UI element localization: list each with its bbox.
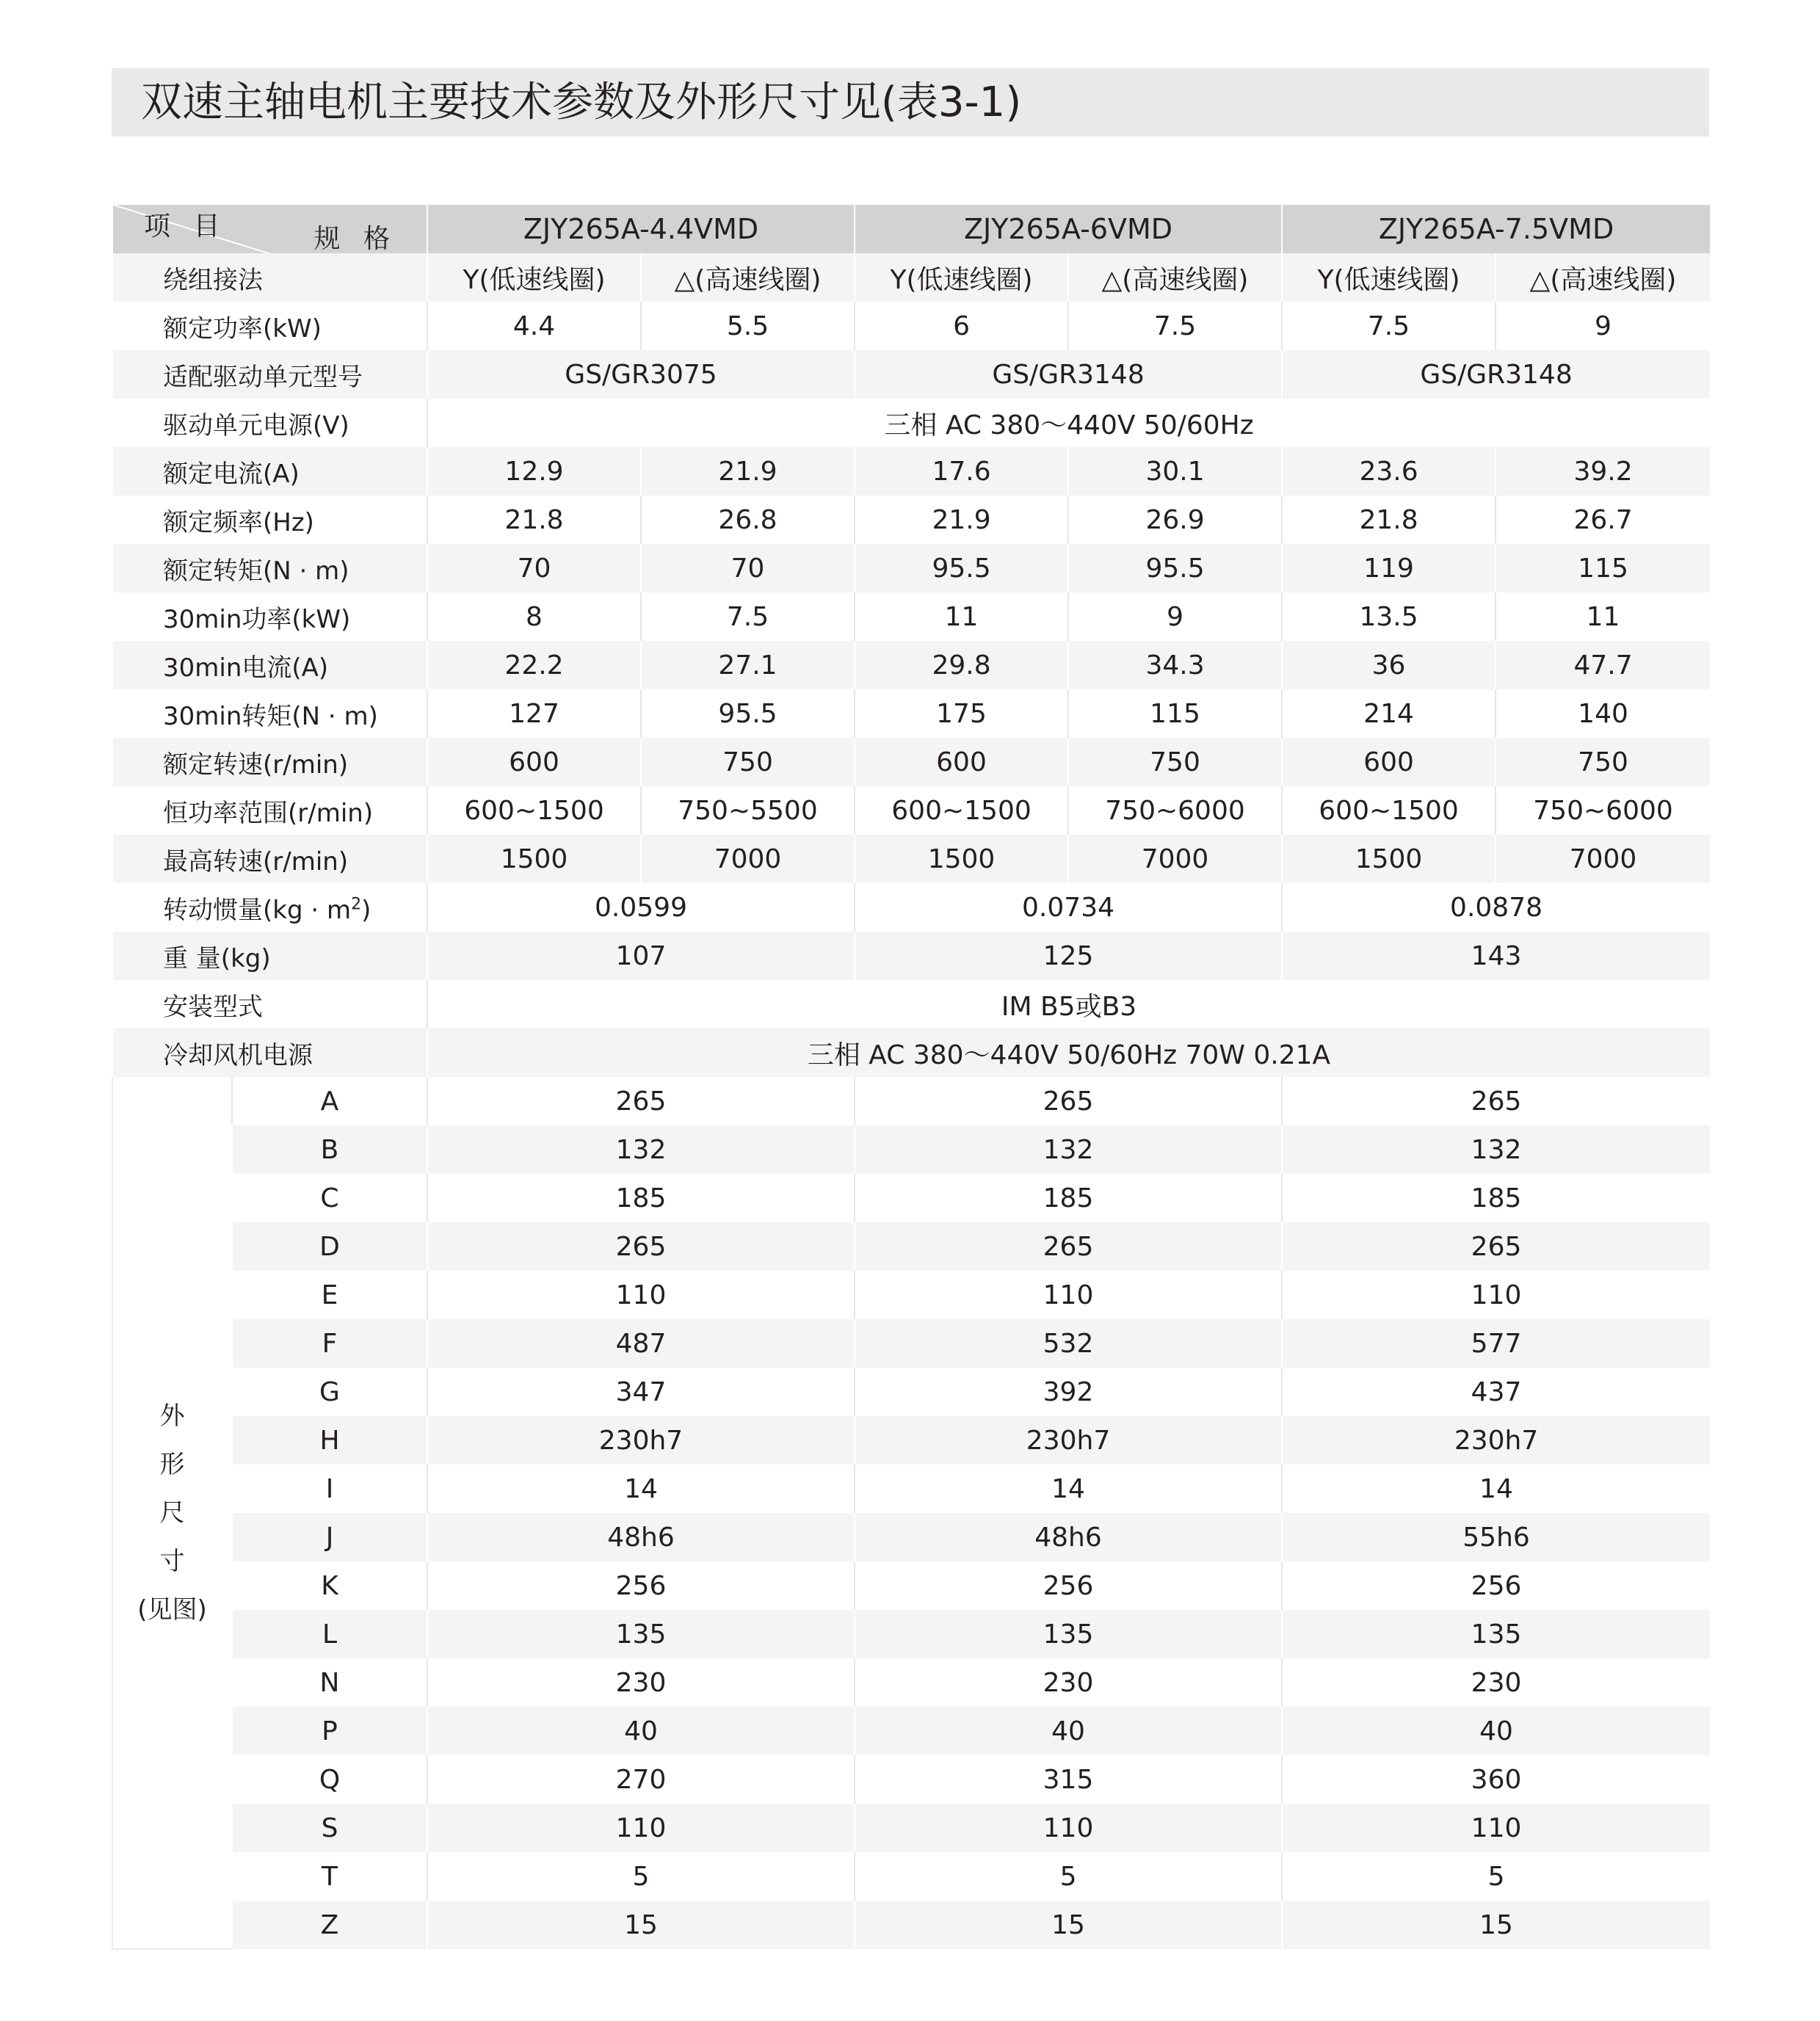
value-cell: 230h7 (1282, 1416, 1710, 1465)
table-row (112, 738, 1710, 786)
row-label: 30min电流(A) (112, 641, 427, 689)
value-cell: Y(低速线圈) (1282, 253, 1495, 302)
value-cell: 40 (855, 1707, 1282, 1755)
value-cell: 40 (427, 1707, 855, 1755)
row-label: 30min功率(kW) (112, 592, 427, 641)
dimension-letter: C (232, 1174, 427, 1222)
value-cell: 185 (855, 1174, 1282, 1222)
row-label: 安装型式 (112, 980, 427, 1028)
value-cell: 392 (855, 1368, 1282, 1416)
value-cell: 12.9 (427, 447, 641, 496)
table-row (112, 496, 1710, 544)
value-cell: 256 (855, 1561, 1282, 1610)
value-cell: 34.3 (1068, 641, 1282, 689)
value-cell: 14 (1282, 1465, 1710, 1513)
table-row (112, 1028, 1710, 1077)
value-cell: 7.5 (1282, 302, 1495, 350)
dimension-letter: Q (232, 1755, 427, 1804)
table-row (112, 399, 1710, 447)
title-bar (112, 68, 1709, 137)
dimension-row (112, 1222, 1710, 1271)
dimension-letter: A (232, 1077, 427, 1125)
value-cell: 265 (855, 1077, 1282, 1125)
dimension-row (112, 1271, 1710, 1319)
value-cell: 110 (1282, 1271, 1710, 1319)
value-cell: 15 (1282, 1901, 1710, 1949)
header-row (112, 205, 1710, 253)
value-cell: 47.7 (1495, 641, 1710, 689)
value-cell: 270 (427, 1755, 855, 1804)
value-cell: 487 (427, 1319, 855, 1368)
value-cell: 750~6000 (1495, 786, 1710, 835)
spec-table (112, 205, 1710, 1950)
value-cell: 600~1500 (427, 786, 641, 835)
value-cell: 21.9 (641, 447, 855, 496)
table-row (112, 835, 1710, 883)
corner-spec-label: 规 格 (313, 224, 397, 253)
value-cell: 13.5 (1282, 592, 1495, 641)
dimension-label-char: 寸 (159, 1546, 185, 1576)
value-cell: 110 (855, 1804, 1282, 1852)
dimension-letter: L (232, 1610, 427, 1658)
value-cell: 265 (427, 1077, 855, 1125)
table-row (112, 253, 1710, 302)
row-label-text: 转动惯量(kg · m (163, 895, 352, 925)
value-cell: 95.5 (1068, 544, 1282, 592)
dimension-row (112, 1561, 1710, 1610)
dimension-row (112, 1658, 1710, 1707)
dimension-letter: S (232, 1804, 427, 1852)
value-cell: 5 (427, 1852, 855, 1901)
value-cell: 95.5 (641, 689, 855, 738)
value-cell: 532 (855, 1319, 1282, 1368)
value-cell: 360 (1282, 1755, 1710, 1804)
value-cell: 175 (855, 689, 1068, 738)
value-cell: IM B5或B3 (427, 980, 1710, 1028)
table-row (112, 447, 1710, 496)
value-cell: 21.8 (1282, 496, 1495, 544)
row-label: 额定功率(kW) (112, 302, 427, 350)
value-cell: 0.0878 (1282, 883, 1710, 932)
value-cell: 256 (427, 1561, 855, 1610)
value-cell: 0.0734 (855, 883, 1282, 932)
value-cell: 95.5 (855, 544, 1068, 592)
value-cell: 107 (427, 932, 855, 980)
dimension-letter: N (232, 1658, 427, 1707)
dimension-row (112, 1368, 1710, 1416)
table-row (112, 544, 1710, 592)
dimension-row (112, 1804, 1710, 1852)
value-cell: 8 (427, 592, 641, 641)
value-cell: 36 (1282, 641, 1495, 689)
dimension-label-char: (见图) (137, 1594, 207, 1625)
dimension-letter: F (232, 1319, 427, 1368)
value-cell: 600 (1282, 738, 1495, 786)
corner-item-label: 项 目 (144, 211, 228, 242)
value-cell: 119 (1282, 544, 1495, 592)
value-cell: 55h6 (1282, 1513, 1710, 1561)
dimension-letter: D (232, 1222, 427, 1271)
table-row (112, 980, 1710, 1028)
value-cell: 315 (855, 1755, 1282, 1804)
value-cell: △(高速线圈) (1495, 253, 1710, 302)
value-cell: 7.5 (641, 592, 855, 641)
table-row (112, 350, 1710, 399)
value-cell: 9 (1068, 592, 1282, 641)
value-cell: 750 (1495, 738, 1710, 786)
value-cell: 115 (1068, 689, 1282, 738)
row-label: 驱动单元电源(V) (112, 399, 427, 447)
dimension-row (112, 1513, 1710, 1561)
model-header: ZJY265A-7.5VMD (1282, 205, 1710, 253)
table-row (112, 883, 1710, 932)
row-label: 额定转矩(N · m) (112, 544, 427, 592)
model-header: ZJY265A-4.4VMD (427, 205, 855, 253)
value-cell: GS/GR3148 (1282, 350, 1710, 399)
dimension-letter: J (232, 1513, 427, 1561)
value-cell: 22.2 (427, 641, 641, 689)
value-cell: 9 (1495, 302, 1710, 350)
value-cell: △(高速线圈) (641, 253, 855, 302)
value-cell: 143 (1282, 932, 1710, 980)
value-cell: 39.2 (1495, 447, 1710, 496)
dimension-letter: P (232, 1707, 427, 1755)
value-cell: 132 (855, 1125, 1282, 1174)
value-cell: 230 (855, 1658, 1282, 1707)
value-cell: 15 (427, 1901, 855, 1949)
row-label: 30min转矩(N · m) (112, 689, 427, 738)
value-cell: 7000 (1495, 835, 1710, 883)
value-cell: 21.9 (855, 496, 1068, 544)
dimension-letter: I (232, 1465, 427, 1513)
row-label-text-end: ) (361, 895, 371, 925)
dimension-letter: E (232, 1271, 427, 1319)
dimension-label-char: 形 (159, 1449, 185, 1479)
dimension-letter: B (232, 1125, 427, 1174)
value-cell: 30.1 (1068, 447, 1282, 496)
row-label-superscript: 2 (351, 895, 362, 914)
value-cell: 17.6 (855, 447, 1068, 496)
value-cell: 26.9 (1068, 496, 1282, 544)
page-title: 双速主轴电机主要技术参数及外形尺寸见(表3-1) (141, 79, 1022, 126)
value-cell: 185 (1282, 1174, 1710, 1222)
value-cell: 230 (427, 1658, 855, 1707)
value-cell: 7000 (641, 835, 855, 883)
value-cell: 4.4 (427, 302, 641, 350)
value-cell: 600~1500 (1282, 786, 1495, 835)
dimension-label-char: 尺 (159, 1498, 185, 1528)
row-label: 冷却风机电源 (112, 1028, 427, 1077)
value-cell: 1500 (855, 835, 1068, 883)
value-cell: 125 (855, 932, 1282, 980)
dimension-letter: Z (232, 1901, 427, 1949)
dimension-letter: T (232, 1852, 427, 1901)
dimension-row (112, 1125, 1710, 1174)
value-cell: 48h6 (427, 1513, 855, 1561)
value-cell: 11 (855, 592, 1068, 641)
value-cell: 29.8 (855, 641, 1068, 689)
row-label: 额定电流(A) (112, 447, 427, 496)
value-cell: 750~6000 (1068, 786, 1282, 835)
value-cell: 750~5500 (641, 786, 855, 835)
table-row (112, 302, 1710, 350)
value-cell: 230h7 (855, 1416, 1282, 1465)
value-cell: 265 (855, 1222, 1282, 1271)
value-cell: 三相 AC 380～440V 50/60Hz 70W 0.21A (427, 1028, 1710, 1077)
value-cell: 27.1 (641, 641, 855, 689)
value-cell: 5 (1282, 1852, 1710, 1901)
value-cell: 185 (427, 1174, 855, 1222)
value-cell: Y(低速线圈) (855, 253, 1068, 302)
dimension-letter: H (232, 1416, 427, 1465)
value-cell: 115 (1495, 544, 1710, 592)
row-label: 额定频率(Hz) (112, 496, 427, 544)
dimension-letter: G (232, 1368, 427, 1416)
value-cell: 48h6 (855, 1513, 1282, 1561)
value-cell: 265 (1282, 1222, 1710, 1271)
value-cell: 110 (427, 1271, 855, 1319)
value-cell: 132 (427, 1125, 855, 1174)
value-cell: 265 (1282, 1077, 1710, 1125)
header-corner-cell (112, 205, 427, 253)
value-cell: 15 (855, 1901, 1282, 1949)
value-cell: 14 (855, 1465, 1282, 1513)
table-row (112, 786, 1710, 835)
value-cell: 135 (855, 1610, 1282, 1658)
value-cell: 256 (1282, 1561, 1710, 1610)
value-cell: 750 (1068, 738, 1282, 786)
value-cell: 110 (855, 1271, 1282, 1319)
dimension-letter: K (232, 1561, 427, 1610)
dimension-row (112, 1852, 1710, 1901)
value-cell: 26.8 (641, 496, 855, 544)
value-cell: 1500 (1282, 835, 1495, 883)
model-header: ZJY265A-6VMD (855, 205, 1282, 253)
value-cell: 135 (1282, 1610, 1710, 1658)
value-cell: 70 (427, 544, 641, 592)
value-cell: 14 (427, 1465, 855, 1513)
dimension-group-label (112, 1077, 232, 1949)
value-cell: 110 (1282, 1804, 1710, 1852)
value-cell: 5 (855, 1852, 1282, 1901)
value-cell: 70 (641, 544, 855, 592)
value-cell: 577 (1282, 1319, 1710, 1368)
value-cell: 11 (1495, 592, 1710, 641)
value-cell: 600~1500 (855, 786, 1068, 835)
value-cell: 347 (427, 1368, 855, 1416)
value-cell: 600 (855, 738, 1068, 786)
row-label: 恒功率范围(r/min) (112, 786, 427, 835)
value-cell: 230 (1282, 1658, 1710, 1707)
value-cell: 140 (1495, 689, 1710, 738)
dimension-row (112, 1416, 1710, 1465)
value-cell: 110 (427, 1804, 855, 1852)
value-cell: 265 (427, 1222, 855, 1271)
table-row (112, 641, 1710, 689)
dimension-row (112, 1319, 1710, 1368)
row-label: 最高转速(r/min) (112, 835, 427, 883)
dimension-label-char: 外 (159, 1401, 185, 1431)
value-cell: 40 (1282, 1707, 1710, 1755)
row-label: 重 量(kg) (112, 932, 427, 980)
dimension-row (112, 1755, 1710, 1804)
value-cell: 132 (1282, 1125, 1710, 1174)
value-cell: 127 (427, 689, 641, 738)
table-row (112, 592, 1710, 641)
dimension-row (112, 1707, 1710, 1755)
value-cell: 三相 AC 380～440V 50/60Hz (427, 399, 1710, 447)
value-cell: △(高速线圈) (1068, 253, 1282, 302)
value-cell: 600 (427, 738, 641, 786)
value-cell: 1500 (427, 835, 641, 883)
dimension-row (112, 1465, 1710, 1513)
value-cell: 5.5 (641, 302, 855, 350)
row-label (112, 883, 427, 932)
value-cell: 750 (641, 738, 855, 786)
value-cell: 0.0599 (427, 883, 855, 932)
row-label: 额定转速(r/min) (112, 738, 427, 786)
value-cell: 21.8 (427, 496, 641, 544)
value-cell: 26.7 (1495, 496, 1710, 544)
value-cell: 214 (1282, 689, 1495, 738)
value-cell: GS/GR3075 (427, 350, 855, 399)
value-cell: GS/GR3148 (855, 350, 1282, 399)
value-cell: 7000 (1068, 835, 1282, 883)
dimension-row (112, 1174, 1710, 1222)
dimension-row (112, 1077, 1710, 1125)
dimension-row (112, 1901, 1710, 1949)
table-row (112, 932, 1710, 980)
value-cell: 437 (1282, 1368, 1710, 1416)
dimension-row (112, 1610, 1710, 1658)
table-row (112, 689, 1710, 738)
row-label: 绕组接法 (112, 253, 427, 302)
value-cell: 7.5 (1068, 302, 1282, 350)
row-label: 适配驱动单元型号 (112, 350, 427, 399)
value-cell: 230h7 (427, 1416, 855, 1465)
value-cell: Y(低速线圈) (427, 253, 641, 302)
value-cell: 23.6 (1282, 447, 1495, 496)
value-cell: 6 (855, 302, 1068, 350)
value-cell: 135 (427, 1610, 855, 1658)
